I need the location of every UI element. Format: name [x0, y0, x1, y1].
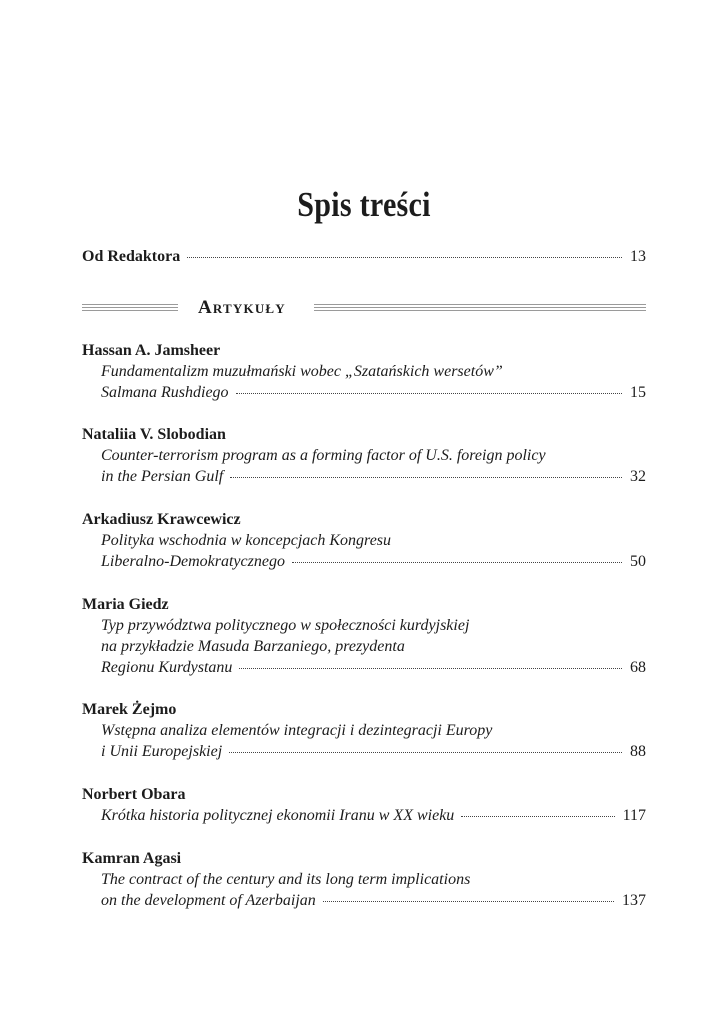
- toc-author: Marek Żejmo: [82, 701, 177, 718]
- page-number: 32: [630, 468, 646, 485]
- toc-author: Nataliia V. Slobodian: [82, 426, 226, 443]
- toc-author: Maria Giedz: [82, 596, 169, 613]
- toc-title-line: Liberalno-Demokratycznego: [101, 553, 285, 570]
- dot-leader: [239, 666, 622, 669]
- toc-title-line[interactable]: Counter-terrorism program as a forming factor of U.S. foreign policy: [101, 447, 546, 464]
- toc-author: Norbert Obara: [82, 786, 186, 803]
- toc-author: Arkadiusz Krawcewicz: [82, 511, 241, 528]
- toc-title-line: in the Persian Gulf: [101, 468, 224, 485]
- toc-title-line[interactable]: na przykładzie Masuda Barzaniego, prezydenta: [101, 638, 405, 655]
- toc-title-line: i Unii Europejskiej: [101, 743, 223, 760]
- page-number: 50: [630, 553, 646, 570]
- toc-title-line: Krótka historia politycznej ekonomii Iranu w XX wieku: [101, 807, 455, 824]
- section-label: Artykuły: [198, 297, 286, 318]
- section-rule-right: [314, 304, 646, 311]
- section-header: [82, 296, 646, 320]
- toc-row-entry[interactable]: [101, 805, 646, 826]
- dot-leader: [187, 255, 622, 258]
- dot-leader: [230, 475, 622, 478]
- page-number: 88: [630, 743, 646, 760]
- toc-row-entry[interactable]: [101, 382, 646, 403]
- toc-row-entry[interactable]: [101, 551, 646, 572]
- toc-title-line: on the development of Azerbaijan: [101, 892, 316, 909]
- page-number: 117: [622, 807, 646, 824]
- toc-row-entry[interactable]: [101, 466, 646, 487]
- toc-title-line[interactable]: Typ przywództwa politycznego w społeczności kurdyjskiej: [101, 617, 470, 634]
- page-number: 13: [630, 248, 646, 265]
- dot-leader: [229, 750, 622, 753]
- toc-title-line: Salmana Rushdiego: [101, 384, 229, 401]
- toc-author: Kamran Agasi: [82, 850, 182, 867]
- toc-title-line[interactable]: Fundamentalizm muzułmański wobec „Szatańskich wersetów”: [101, 363, 503, 380]
- preface-label: Od Redaktora: [82, 248, 181, 265]
- page-number: 68: [630, 659, 646, 676]
- toc-row-entry[interactable]: [101, 890, 646, 911]
- toc-title-line: Regionu Kurdystanu: [101, 659, 233, 676]
- page-title: Spis treści: [297, 185, 431, 224]
- toc-title-line[interactable]: Wstępna analiza elementów integracji i dezintegracji Europy: [101, 722, 493, 739]
- dot-leader: [323, 899, 614, 902]
- page-number: 137: [622, 892, 646, 909]
- toc-row-preface[interactable]: [82, 246, 646, 267]
- toc-title-line[interactable]: The contract of the century and its long term implications: [101, 871, 471, 888]
- toc-title-line[interactable]: Polityka wschodnia w koncepcjach Kongresu: [101, 532, 392, 549]
- dot-leader: [292, 560, 622, 563]
- toc-row-entry[interactable]: [101, 657, 646, 678]
- toc-row-entry[interactable]: [101, 741, 646, 762]
- section-rule-left: [82, 304, 178, 311]
- toc-author: Hassan A. Jamsheer: [82, 342, 221, 359]
- page-number: 15: [630, 384, 646, 401]
- dot-leader: [236, 391, 622, 394]
- dot-leader: [461, 814, 614, 817]
